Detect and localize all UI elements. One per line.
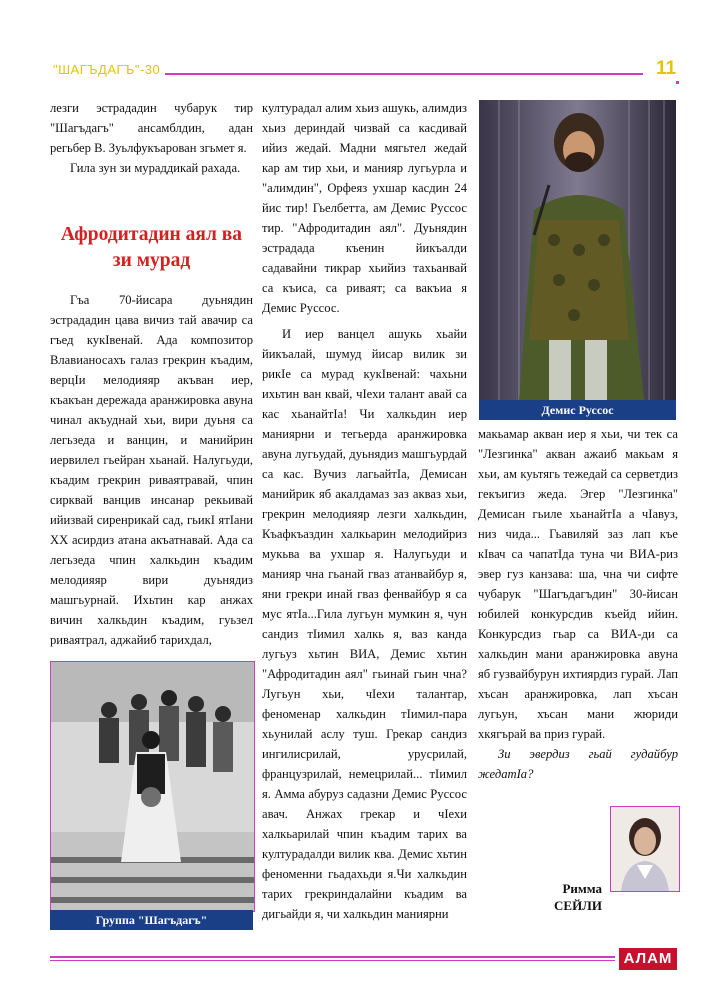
- paragraph: Гъа 70-йисара дуьнядин эстрададин цава вичиз тай авачир са гъед кукIвенай. Ада композитор Влавианосахъ галаз грекрин къадим, верцIи мелодияяр акъван иер, къакъан дережада аранжировка авуна чинал акъуднай хьи, вири дуьня са легьзеда и ванцин, и манийрин иервилел гьейран хьанай. Налугьуди, къадим грекрин риваятравай, чпин сирквай ванцив инсанар рекьивай ийизвай сиренрикай сад, гьикI ятIани XX асирдиз атана акъатнавай. Ада са легьзеда чпин халкьдин къадим мелодияяр вири дуьнядиз машгьурнай. Ихьтин кар анжах вичин халкьдин къадим, гуьзел риваятрал, аджайиб тарихдал,: [50, 293, 253, 647]
- section-title: "ШАГЪДАГЪ"-30: [53, 62, 161, 77]
- closing-question: Зи эвердиз гьай гудайбур жедатIа?: [478, 747, 678, 781]
- header-rule: [165, 73, 643, 75]
- paragraph: лезги эстрададин чубарук тир "Шагъдагъ" ансамблдин, адан регьбер В. Зуьлфукъарован згьмет я.: [50, 101, 253, 155]
- footer-rule-thin: [50, 960, 615, 961]
- singer-illustration: [479, 100, 676, 400]
- group-illustration: [51, 662, 254, 911]
- author-photo: [610, 806, 680, 892]
- paragraph: макьамар акван иер я хьи, чи тек са "Лезгинка" акван ажаиб макьам я хьи, ам куьтягь тежедай са серветдиз гекъигиз жеда. Эгер "Лезгинка" Демисан гьиле хьанайтIа а чIавуз, низ чида... Гьавиляй заз лап къе кIвач са чапатIда туна чи ВИА-риз эвер гуз канзава: ша, чна чи сифте чубарук "Шагъдагъдин" 30-йисан юбилей конкурсдив къейд ийин. Конкурсдиз гьар са ВИА-ди са халкьдин мани аранжировка авуна яб гузвайбурун ихтиярдиз гурай. Лап хъсан аранжировка, лап хъсан лугьун, хъсан мани жюриди хкягърай ва приз гурай.: [478, 427, 678, 741]
- photo-group-shagdag: [50, 661, 255, 912]
- column-1-body: [50, 290, 253, 650]
- paragraph: И иер ванцел ашукь хьайи йикъалай, шумуд йисар вилик зи рикIе са мурад кукIвенай: чахьни ихьтин ван квай, чIехи талант авай са кас хьанайтIа! Чи халкьдин иер маниярни и тегьерда аранжировка авуна лугьудай, дуьнядиз машгьурдай са кас. Вучиз лагьайтIа, Демисан манийрик яб акалдамаз заз акваз хьи, грекрин мелодияяр лезги халкьдин, Къафкъаздин халкьарин мелодийриз мукьва ва ухшар я. Налугьуди и манияр чна гьанай гваз атанвайбур я, яни грекри инай гваз фенвайбур я са мус ятIа...Гила лугьун мумкин я, чун сандиз тIимил халкь я, ваз канда лугьуз хьтин ВИА, Демис хьтин "Афродитадин аял" гьинай гьин чна? Лугьун хьи, чIехи талантар, феноменар халкьдин тIимил-пара хьунилай аслу туш. Грекар сандиз ингилисрилай, урусрилай, французрилай, немецрилай... тIимил я. Амма абуруз садазни Демис Руссос авач. Анжах грекар и чIехи халкьарилай чпин къадим тарих ва културадалди вилик ква. Демис хьтин феноменни гьадахьди я.Чи халкьдин тарих грекриндалайни къадим ва дигьайди я, чи халкьдин маниярни: [262, 327, 467, 921]
- magazine-logo: АЛАМ: [619, 948, 677, 970]
- header-dot: [676, 81, 679, 84]
- paragraph: Гила зун зи мураддикай рахада.: [70, 161, 241, 175]
- column-3: [478, 424, 678, 784]
- photo-demis-roussos: [479, 100, 676, 400]
- column-1-intro: [50, 98, 253, 178]
- author-byline: [520, 880, 602, 914]
- article-heading: Афродитадин аял ва зи мурад: [60, 224, 243, 271]
- paragraph: културадал алим хьиз ашукь, алимдиз хьиз дериндай чизвай са касдивай ийиз жедай. Мадни мягьтел жедай кар ам тир хьи, и манияр лугьурла и "алимдин", Орфеяз ухшар касдин 24 йис тир! Гьелбетта, ам Демис Руссос тир. "Афродитадин аял". Дуьнядин эстрадада къенин йикъалди садавайни тикрар хьийиз тахьанвай са къиса, са риваят; са вакъиа я Демис Руссос.: [262, 101, 467, 315]
- column-2: [262, 98, 467, 924]
- caption-photo-1: Демис Руссос: [479, 400, 676, 420]
- author-portrait: [611, 807, 679, 891]
- footer-rule: [50, 956, 615, 958]
- author-first-name: Римма: [562, 881, 602, 896]
- caption-photo-2: Группа "Шагъдагъ": [50, 910, 253, 930]
- author-last-name: СЕЙЛИ: [554, 898, 602, 913]
- page-number: 11: [656, 58, 677, 79]
